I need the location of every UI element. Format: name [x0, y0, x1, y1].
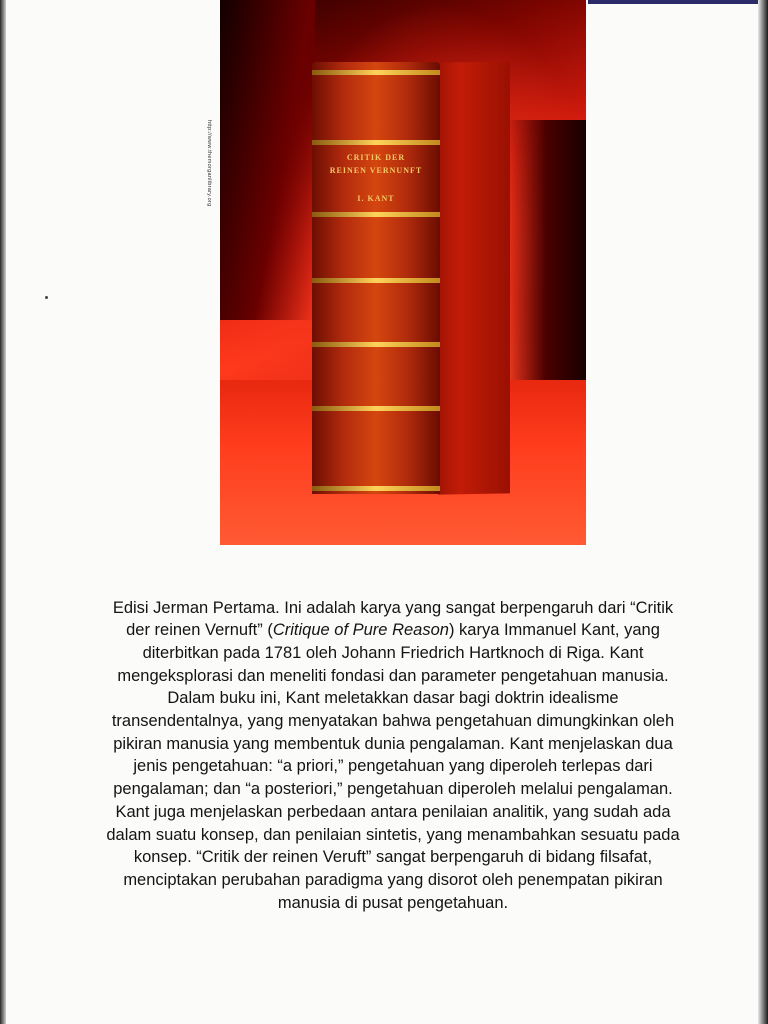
page-top-line: [588, 0, 758, 4]
spine-band: [312, 140, 440, 145]
caption-text-2: ) karya Immanuel Kant, yang diterbitkan pada 1781 oleh Johann Friedrich Hartknoch di Riga. Kant mengeksplorasi dan meneliti fondasi dan parameter pengetahuan manusia. Dalam buku ini, Kant meletakkan dasar bagi doktrin idealisme transendentalnya, yang menyatakan bahwa pengetahuan dimungkinkan oleh pikiran manusia yang membentuk dunia pengalaman. Kant menjelaskan dua jenis pengetahuan: “a priori,” pengetahuan yang diperoleh terlepas dari pengalaman; dan “a posteriori,” pengetahuan diperoleh melalui pengalaman. Kant juga menjelaskan perbedaan antara penilaian analitik, yang sudah ada dalam suatu konsep, dan penilaian sintetis, yang menambahkan sesuatu pada konsep. “Critik der reinen Veruft” sangat berpengaruh di bidang filsafat, menciptakan perubahan paradigma yang disorot oleh penempatan pikiran manusia di pusat pengetahuan.: [106, 621, 680, 912]
page-edge-right: [758, 0, 768, 1024]
stray-mark: [45, 296, 48, 299]
caption-italic-title: Critique of Pure Reason: [272, 621, 449, 640]
caption-text-1: Edisi Jerman Pertama. Ini adalah karya yang sangat berpengaruh dari “Critik der reinen Vernuft” (: [112, 598, 674, 640]
spine-band: [312, 70, 440, 75]
book-cover-side: [438, 61, 510, 494]
spine-title-line-2: REINEN VERNUNFT: [329, 166, 423, 175]
spine-band: [312, 212, 440, 217]
photo-credit-url: http://www.themorganlibrary.org: [206, 120, 212, 207]
spine-band: [312, 342, 440, 347]
spine-author: I. KANT: [357, 194, 395, 203]
spine-band: [312, 278, 440, 283]
spine-title-line-1: CRITIK DER: [346, 153, 406, 162]
book-photo: [220, 0, 586, 545]
book-spine: [312, 62, 440, 494]
spine-band: [312, 486, 440, 491]
drape-shadow-right: [506, 120, 586, 380]
page-edge-left: [0, 0, 6, 1024]
spine-band: [312, 406, 440, 411]
drape-shadow-left: [220, 0, 315, 320]
photo-caption: [104, 597, 682, 915]
